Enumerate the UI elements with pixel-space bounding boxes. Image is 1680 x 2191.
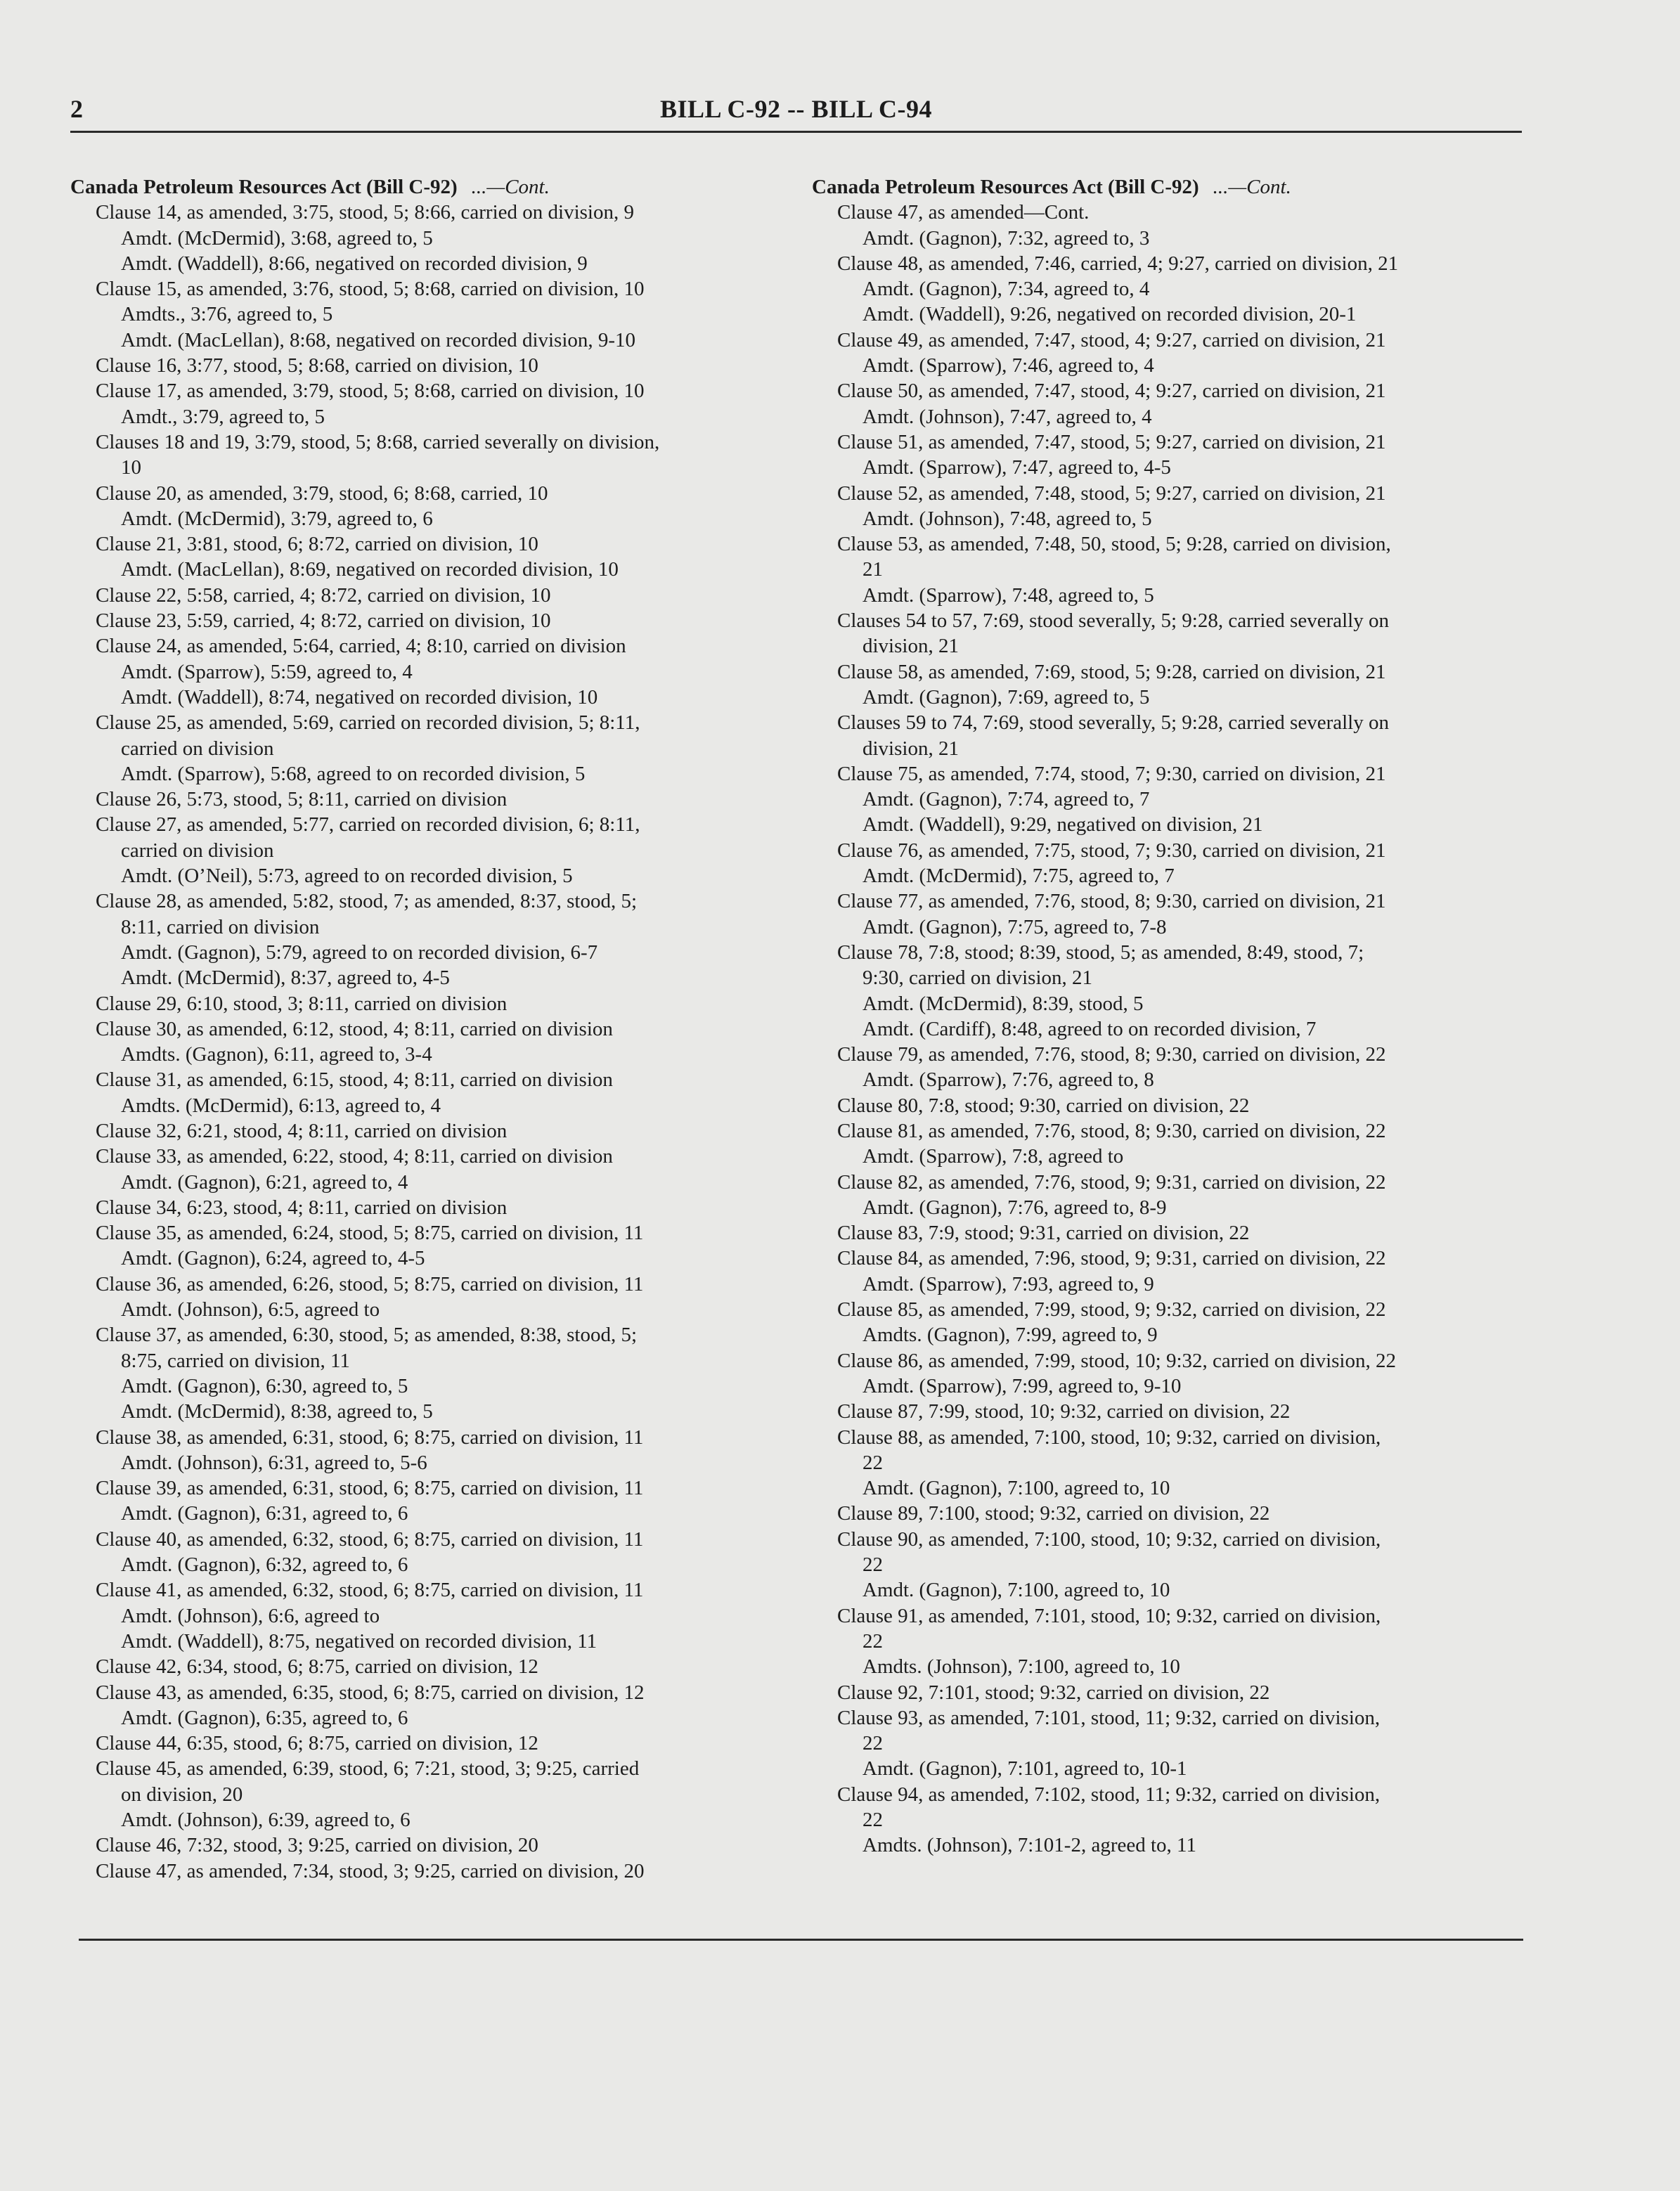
amendment-entry: Amdt. (Sparrow), 7:76, agreed to, 8 [862,1068,1154,1092]
amendment-entry: Amdt. (Gagnon), 5:79, agreed to on recorded division, 6-7 [121,941,598,964]
amendment-entry: Amdt. (Waddell), 8:74, negatived on recorded division, 10 [121,685,598,709]
clause-entry: Clause 94, as amended, 7:102, stood, 11; 9:32, carried on division, [837,1783,1381,1806]
clause-entry: Clause 42, 6:34, stood, 6; 8:75, carried on division, 12 [96,1655,538,1679]
entry-continuation: division, 21 [862,635,959,658]
entry-continuation: 21 [862,558,883,581]
clause-entry: Clause 30, as amended, 6:12, stood, 4; 8:11, carried on division [96,1017,613,1040]
amendment-entry: Amdt. (McDermid), 3:79, agreed to, 6 [121,507,433,530]
clause-entry: Clause 80, 7:8, stood; 9:30, carried on division, 22 [837,1094,1250,1117]
clause-entry: Clause 53, as amended, 7:48, 50, stood, 5; 9:28, carried on division, [837,533,1391,556]
amendment-entry: Amdt. (Gagnon), 7:74, agreed to, 7 [862,788,1150,811]
clause-entry: Clause 27, as amended, 5:77, carried on recorded division, 6; 8:11, [96,813,640,836]
clause-entry: Clause 75, as amended, 7:74, stood, 7; 9:30, carried on division, 21 [837,762,1386,785]
amendment-entry: Amdt. (Sparrow), 5:59, agreed to, 4 [121,660,413,683]
entry-continuation: on division, 20 [121,1783,243,1806]
heading-continued: ...—Cont. [471,176,550,198]
amendment-entry: Amdt. (Sparrow), 5:68, agreed to on recorded division, 5 [121,762,586,785]
entry-continuation: 22 [862,1732,883,1755]
clause-entry: Clause 25, as amended, 5:69, carried on recorded division, 5; 8:11, [96,711,640,735]
amendment-entry: Amdt. (Sparrow), 7:93, agreed to, 9 [862,1272,1154,1295]
clause-entry: Clauses 59 to 74, 7:69, stood severally, 5; 9:28, carried severally on [837,711,1389,735]
amendment-entry: Amdts. (Johnson), 7:101-2, agreed to, 11 [862,1834,1196,1857]
clause-entry: Clause 87, 7:99, stood, 10; 9:32, carried on division, 22 [837,1400,1291,1423]
amendment-entry: Amdt. (Cardiff), 8:48, agreed to on recorded division, 7 [862,1017,1317,1040]
clause-entry: Clause 23, 5:59, carried, 4; 8:72, carried on division, 10 [96,609,551,633]
clause-entry: Clause 51, as amended, 7:47, stood, 5; 9:27, carried on division, 21 [837,430,1386,453]
amendment-entry: Amdt. (MacLellan), 8:68, negatived on recorded division, 9-10 [121,328,636,351]
clause-entry: Clause 14, as amended, 3:75, stood, 5; 8:66, carried on division, 9 [96,201,634,224]
clause-entry: Clause 22, 5:58, carried, 4; 8:72, carried on division, 10 [96,583,551,607]
entry-continuation: 10 [121,456,141,479]
amendment-entry: Amdt. (Gagnon), 7:34, agreed to, 4 [862,278,1150,301]
clause-entry: Clause 47, as amended—Cont. [837,201,1090,224]
clause-entry: Clause 16, 3:77, stood, 5; 8:68, carried on division, 10 [96,354,538,377]
amendment-entry: Amdt. (MacLellan), 8:69, negatived on recorded division, 10 [121,558,619,581]
clause-entry: Clause 33, as amended, 6:22, stood, 4; 8:11, carried on division [96,1145,613,1168]
clause-entry: Clause 84, as amended, 7:96, stood, 9; 9:31, carried on division, 22 [837,1247,1386,1270]
amendment-entry: Amdt. (Johnson), 6:39, agreed to, 6 [121,1809,411,1831]
amendment-entry: Amdt. (Johnson), 6:31, agreed to, 5-6 [121,1451,427,1474]
clause-entry: Clause 86, as amended, 7:99, stood, 10; 9:32, carried on division, 22 [837,1349,1396,1372]
amendment-entry: Amdt. (Gagnon), 7:100, agreed to, 10 [862,1579,1170,1602]
entry-continuation: 8:11, carried on division [121,915,320,938]
footer-rule [79,1939,1523,1941]
clause-entry: Clause 28, as amended, 5:82, stood, 7; as amended, 8:37, stood, 5; [96,890,638,913]
clause-entry: Clause 83, 7:9, stood; 9:31, carried on division, 22 [837,1222,1250,1245]
amendment-entry: Amdt. (Gagnon), 6:24, agreed to, 4-5 [121,1247,425,1270]
left-column [70,174,787,1884]
entry-continuation: 22 [862,1553,883,1577]
amendment-entry: Amdt. (Johnson), 7:47, agreed to, 4 [862,405,1152,428]
amendment-entry: Amdt. (Gagnon), 6:32, agreed to, 6 [121,1553,408,1577]
clause-entry: Clause 81, as amended, 7:76, stood, 8; 9:30, carried on division, 22 [837,1119,1386,1142]
clause-entry: Clause 50, as amended, 7:47, stood, 4; 9:27, carried on division, 21 [837,380,1386,403]
clause-entry: Clause 91, as amended, 7:101, stood, 10; 9:32, carried on division, [837,1604,1381,1627]
clause-entry: Clause 79, as amended, 7:76, stood, 8; 9:30, carried on division, 22 [837,1043,1386,1066]
amendment-entry: Amdt. (O’Neil), 5:73, agreed to on recorded division, 5 [121,865,573,888]
clause-entry: Clause 32, 6:21, stood, 4; 8:11, carried on division [96,1119,508,1142]
amendment-entry: Amdt. (McDermid), 8:38, agreed to, 5 [121,1400,433,1423]
clause-entry: Clause 36, as amended, 6:26, stood, 5; 8:75, carried on division, 11 [96,1272,644,1295]
section-heading [70,174,787,200]
clause-entry: Clause 49, as amended, 7:47, stood, 4; 9:27, carried on division, 21 [837,328,1386,351]
amendment-entry: Amdt. (Waddell), 9:26, negatived on recorded division, 20-1 [862,303,1357,326]
clause-entry: Clause 15, as amended, 3:76, stood, 5; 8:68, carried on division, 10 [96,278,645,301]
amendment-entry: Amdts. (Gagnon), 6:11, agreed to, 3-4 [121,1043,432,1066]
right-column [812,174,1529,1859]
running-title: BILL C-92 -- BILL C-94 [659,95,933,123]
clause-entry: Clause 44, 6:35, stood, 6; 8:75, carried on division, 12 [96,1732,538,1755]
entry-continuation: carried on division [121,839,274,862]
clause-entry: Clause 77, as amended, 7:76, stood, 8; 9:30, carried on division, 21 [837,890,1386,913]
entry-continuation: 22 [862,1451,883,1474]
heading-title: Canada Petroleum Resources Act (Bill C-92) [70,176,458,198]
clause-entry: Clause 43, as amended, 6:35, stood, 6; 8:75, carried on division, 12 [96,1681,645,1704]
amendment-entry: Amdt. (Sparrow), 7:46, agreed to, 4 [862,354,1154,377]
clause-entry: Clauses 18 and 19, 3:79, stood, 5; 8:68, carried severally on division, [96,430,660,453]
entry-continuation: carried on division [121,737,274,760]
amendment-entry: Amdt. (Johnson), 6:6, agreed to [121,1604,380,1627]
left-entries [70,200,787,1884]
amendment-entry: Amdt. (Waddell), 9:29, negatived on division, 21 [862,813,1263,836]
amendment-entry: Amdt. (Gagnon), 7:100, agreed to, 10 [862,1477,1170,1500]
clause-entry: Clause 89, 7:100, stood; 9:32, carried on division, 22 [837,1502,1270,1525]
clause-entry: Clause 39, as amended, 6:31, stood, 6; 8:75, carried on division, 11 [96,1477,644,1500]
amendment-entry: Amdt. (Sparrow), 7:48, agreed to, 5 [862,583,1154,607]
entry-continuation: 8:75, carried on division, 11 [121,1349,350,1372]
clause-entry: Clause 45, as amended, 6:39, stood, 6; 7:21, stood, 3; 9:25, carried [96,1757,640,1780]
clause-entry: Clause 17, as amended, 3:79, stood, 5; 8:68, carried on division, 10 [96,380,645,403]
clause-entry: Clause 26, 5:73, stood, 5; 8:11, carried on division [96,788,508,811]
right-entries [812,200,1529,1858]
section-heading [812,174,1529,200]
clause-entry: Clause 93, as amended, 7:101, stood, 11; 9:32, carried on division, [837,1706,1381,1729]
amendment-entry: Amdt. (Sparrow), 7:47, agreed to, 4-5 [862,456,1171,479]
amendment-entry: Amdt. (Gagnon), 7:32, agreed to, 3 [862,226,1150,250]
amendment-entry: Amdts. (Johnson), 7:100, agreed to, 10 [862,1655,1180,1679]
heading-title: Canada Petroleum Resources Act (Bill C-92) [812,176,1199,198]
clause-entry: Clause 37, as amended, 6:30, stood, 5; as amended, 8:38, stood, 5; [96,1324,638,1347]
amendment-entry: Amdt. (Johnson), 6:5, agreed to [121,1298,380,1321]
amendment-entry: Amdt. (Johnson), 7:48, agreed to, 5 [862,507,1152,530]
amendment-entry: Amdt. (McDermid), 7:75, agreed to, 7 [862,865,1175,888]
amendment-entry: Amdt. (Gagnon), 7:69, agreed to, 5 [862,685,1150,709]
clause-entry: Clause 58, as amended, 7:69, stood, 5; 9:28, carried on division, 21 [837,660,1386,683]
clause-entry: Clause 78, 7:8, stood; 8:39, stood, 5; as amended, 8:49, stood, 7; [837,941,1364,964]
clause-entry: Clause 34, 6:23, stood, 4; 8:11, carried on division [96,1196,508,1219]
amendment-entry: Amdts., 3:76, agreed to, 5 [121,303,333,326]
clause-entry: Clause 41, as amended, 6:32, stood, 6; 8:75, carried on division, 11 [96,1579,644,1602]
amendment-entry: Amdt. (Gagnon), 7:76, agreed to, 8-9 [862,1196,1167,1219]
clause-entry: Clause 90, as amended, 7:100, stood, 10; 9:32, carried on division, [837,1527,1381,1551]
clause-entry: Clause 31, as amended, 6:15, stood, 4; 8:11, carried on division [96,1068,613,1092]
amendment-entry: Amdt. (Gagnon), 6:30, agreed to, 5 [121,1374,408,1397]
amendment-entry: Amdt., 3:79, agreed to, 5 [121,405,325,428]
amendment-entry: Amdt. (Gagnon), 6:31, agreed to, 6 [121,1502,408,1525]
amendment-entry: Amdt. (Sparrow), 7:99, agreed to, 9-10 [862,1374,1182,1397]
entry-continuation: 22 [862,1629,883,1653]
page-number: 2 [70,95,83,123]
amendment-entry: Amdt. (Sparrow), 7:8, agreed to [862,1145,1124,1168]
amendment-entry: Amdt. (McDermid), 8:39, stood, 5 [862,992,1144,1015]
clause-entry: Clause 82, as amended, 7:76, stood, 9; 9:31, carried on division, 22 [837,1170,1386,1194]
amendment-entry: Amdts. (McDermid), 6:13, agreed to, 4 [121,1094,441,1117]
clause-entry: Clause 35, as amended, 6:24, stood, 5; 8:75, carried on division, 11 [96,1222,644,1245]
clause-entry: Clause 52, as amended, 7:48, stood, 5; 9:27, carried on division, 21 [837,481,1386,505]
heading-continued: ...—Cont. [1213,176,1291,198]
clause-entry: Clause 38, as amended, 6:31, stood, 6; 8:75, carried on division, 11 [96,1426,644,1449]
clause-entry: Clause 88, as amended, 7:100, stood, 10; 9:32, carried on division, [837,1426,1381,1449]
entry-continuation: 22 [862,1809,883,1831]
clause-entry: Clause 21, 3:81, stood, 6; 8:72, carried on division, 10 [96,533,538,556]
amendment-entry: Amdts. (Gagnon), 7:99, agreed to, 9 [862,1324,1158,1347]
amendment-entry: Amdt. (Gagnon), 7:101, agreed to, 10-1 [862,1757,1187,1780]
clause-entry: Clause 20, as amended, 3:79, stood, 6; 8:68, carried, 10 [96,481,548,505]
page-header [70,91,1522,133]
clause-entry: Clause 29, 6:10, stood, 3; 8:11, carried on division [96,992,508,1015]
clause-entry: Clause 48, as amended, 7:46, carried, 4; 9:27, carried on division, 21 [837,252,1399,275]
clause-entry: Clause 46, 7:32, stood, 3; 9:25, carried on division, 20 [96,1834,538,1857]
clause-entry: Clause 40, as amended, 6:32, stood, 6; 8:75, carried on division, 11 [96,1527,644,1551]
clause-entry: Clause 92, 7:101, stood; 9:32, carried on division, 22 [837,1681,1270,1704]
clause-entry: Clause 47, as amended, 7:34, stood, 3; 9:25, carried on division, 20 [96,1859,645,1882]
clause-entry: Clause 76, as amended, 7:75, stood, 7; 9:30, carried on division, 21 [837,839,1386,862]
entry-continuation: division, 21 [862,737,959,760]
amendment-entry: Amdt. (Gagnon), 6:21, agreed to, 4 [121,1170,408,1194]
amendment-entry: Amdt. (McDermid), 3:68, agreed to, 5 [121,226,433,250]
clause-entry: Clauses 54 to 57, 7:69, stood severally, 5; 9:28, carried severally on [837,609,1389,633]
amendment-entry: Amdt. (McDermid), 8:37, agreed to, 4-5 [121,967,450,990]
amendment-entry: Amdt. (Waddell), 8:66, negatived on recorded division, 9 [121,252,588,275]
clause-entry: Clause 85, as amended, 7:99, stood, 9; 9:32, carried on division, 22 [837,1298,1386,1321]
amendment-entry: Amdt. (Waddell), 8:75, negatived on recorded division, 11 [121,1629,597,1653]
amendment-entry: Amdt. (Gagnon), 7:75, agreed to, 7-8 [862,915,1167,938]
amendment-entry: Amdt. (Gagnon), 6:35, agreed to, 6 [121,1706,408,1729]
clause-entry: Clause 24, as amended, 5:64, carried, 4; 8:10, carried on division [96,635,626,658]
entry-continuation: 9:30, carried on division, 21 [862,967,1093,990]
